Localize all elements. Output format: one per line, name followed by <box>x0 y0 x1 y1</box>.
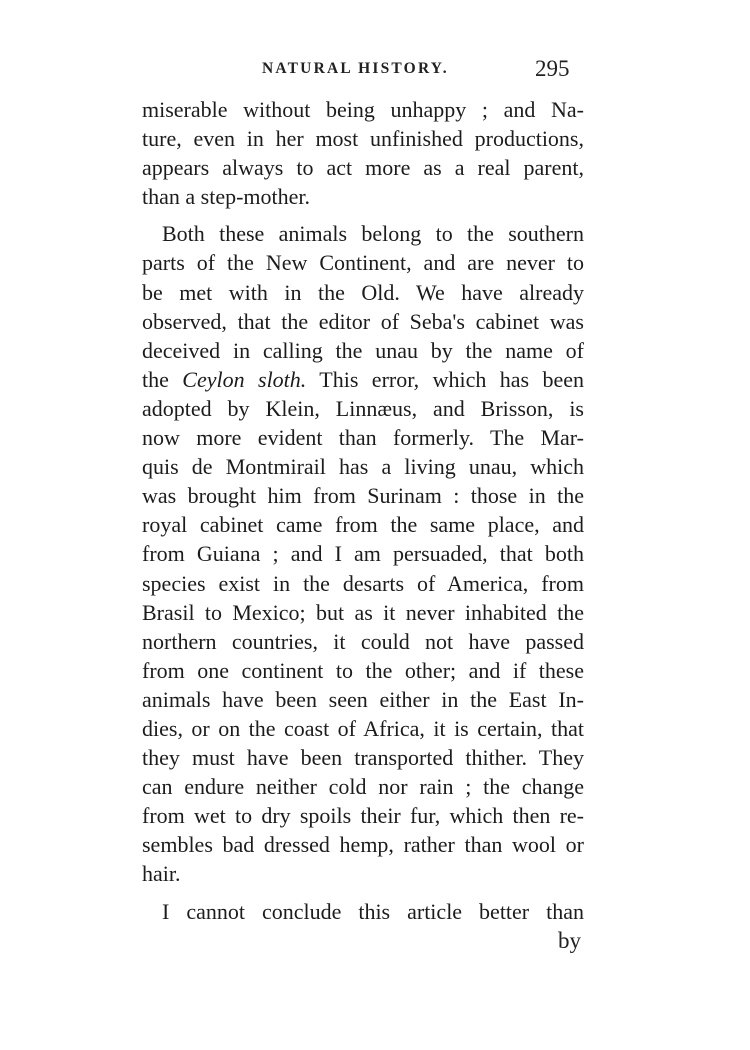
text-line: hair. <box>142 861 181 887</box>
text-line: royal cabinet came from the same place, and <box>142 512 584 538</box>
catchword: by <box>558 928 581 953</box>
text-line: species exist in the desarts of America, from <box>142 570 584 596</box>
text-line: from wet to dry spoils their fur, which then re- <box>142 803 584 829</box>
paragraph-first-line: Both these animals belong to the southern <box>162 221 584 247</box>
text-line: was brought him from Surinam : those in the <box>142 483 584 509</box>
paragraph-first-line: I cannot conclude this article better than <box>162 898 584 924</box>
running-head: NATURAL HISTORY. <box>262 60 449 77</box>
text-line: northern countries, it could not have passed <box>142 628 584 654</box>
text-line: from Guiana ; and I am persuaded, that both <box>142 541 584 567</box>
text-line: appears always to act more as a real parent, <box>142 155 584 181</box>
text-segment: the <box>142 366 169 392</box>
text-line: parts of the New Continent, and are never to <box>142 250 584 276</box>
text-line: sembles bad dressed hemp, rather than wool or <box>142 832 584 858</box>
text-line: be met with in the Old. We have already <box>142 279 584 305</box>
italic-term: Ceylon sloth. <box>182 366 307 392</box>
text-line: Brasil to Mexico; but as it never inhabited the <box>142 599 584 625</box>
text-line: observed, that the editor of Seba's cabinet was <box>142 308 584 334</box>
text-line: adopted by Klein, Linnæus, and Brisson, is <box>142 395 584 421</box>
body-text <box>142 95 584 926</box>
text-line: miserable without being unhappy ; and Na- <box>142 97 584 122</box>
text-line: they must have been transported thither. They <box>142 745 584 771</box>
text-segment: This error, which has been <box>319 366 584 392</box>
text-line: now more evident than formerly. The Mar- <box>142 425 584 451</box>
text-line-mixed <box>142 365 584 394</box>
text-line: quis de Montmirail has a living unau, which <box>142 454 584 480</box>
text-line: than a step-mother. <box>142 184 311 210</box>
text-line: ture, even in her most unfinished productions, <box>142 126 584 152</box>
text-line: from one continent to the other; and if these <box>142 657 584 683</box>
text-line: deceived in calling the unau by the name of <box>142 337 584 363</box>
page-number: 295 <box>535 56 570 81</box>
text-line: dies, or on the coast of Africa, it is certain, that <box>142 715 584 741</box>
text-line: can endure neither cold nor rain ; the change <box>142 774 584 800</box>
text-line: animals have been seen either in the East In- <box>142 686 584 712</box>
